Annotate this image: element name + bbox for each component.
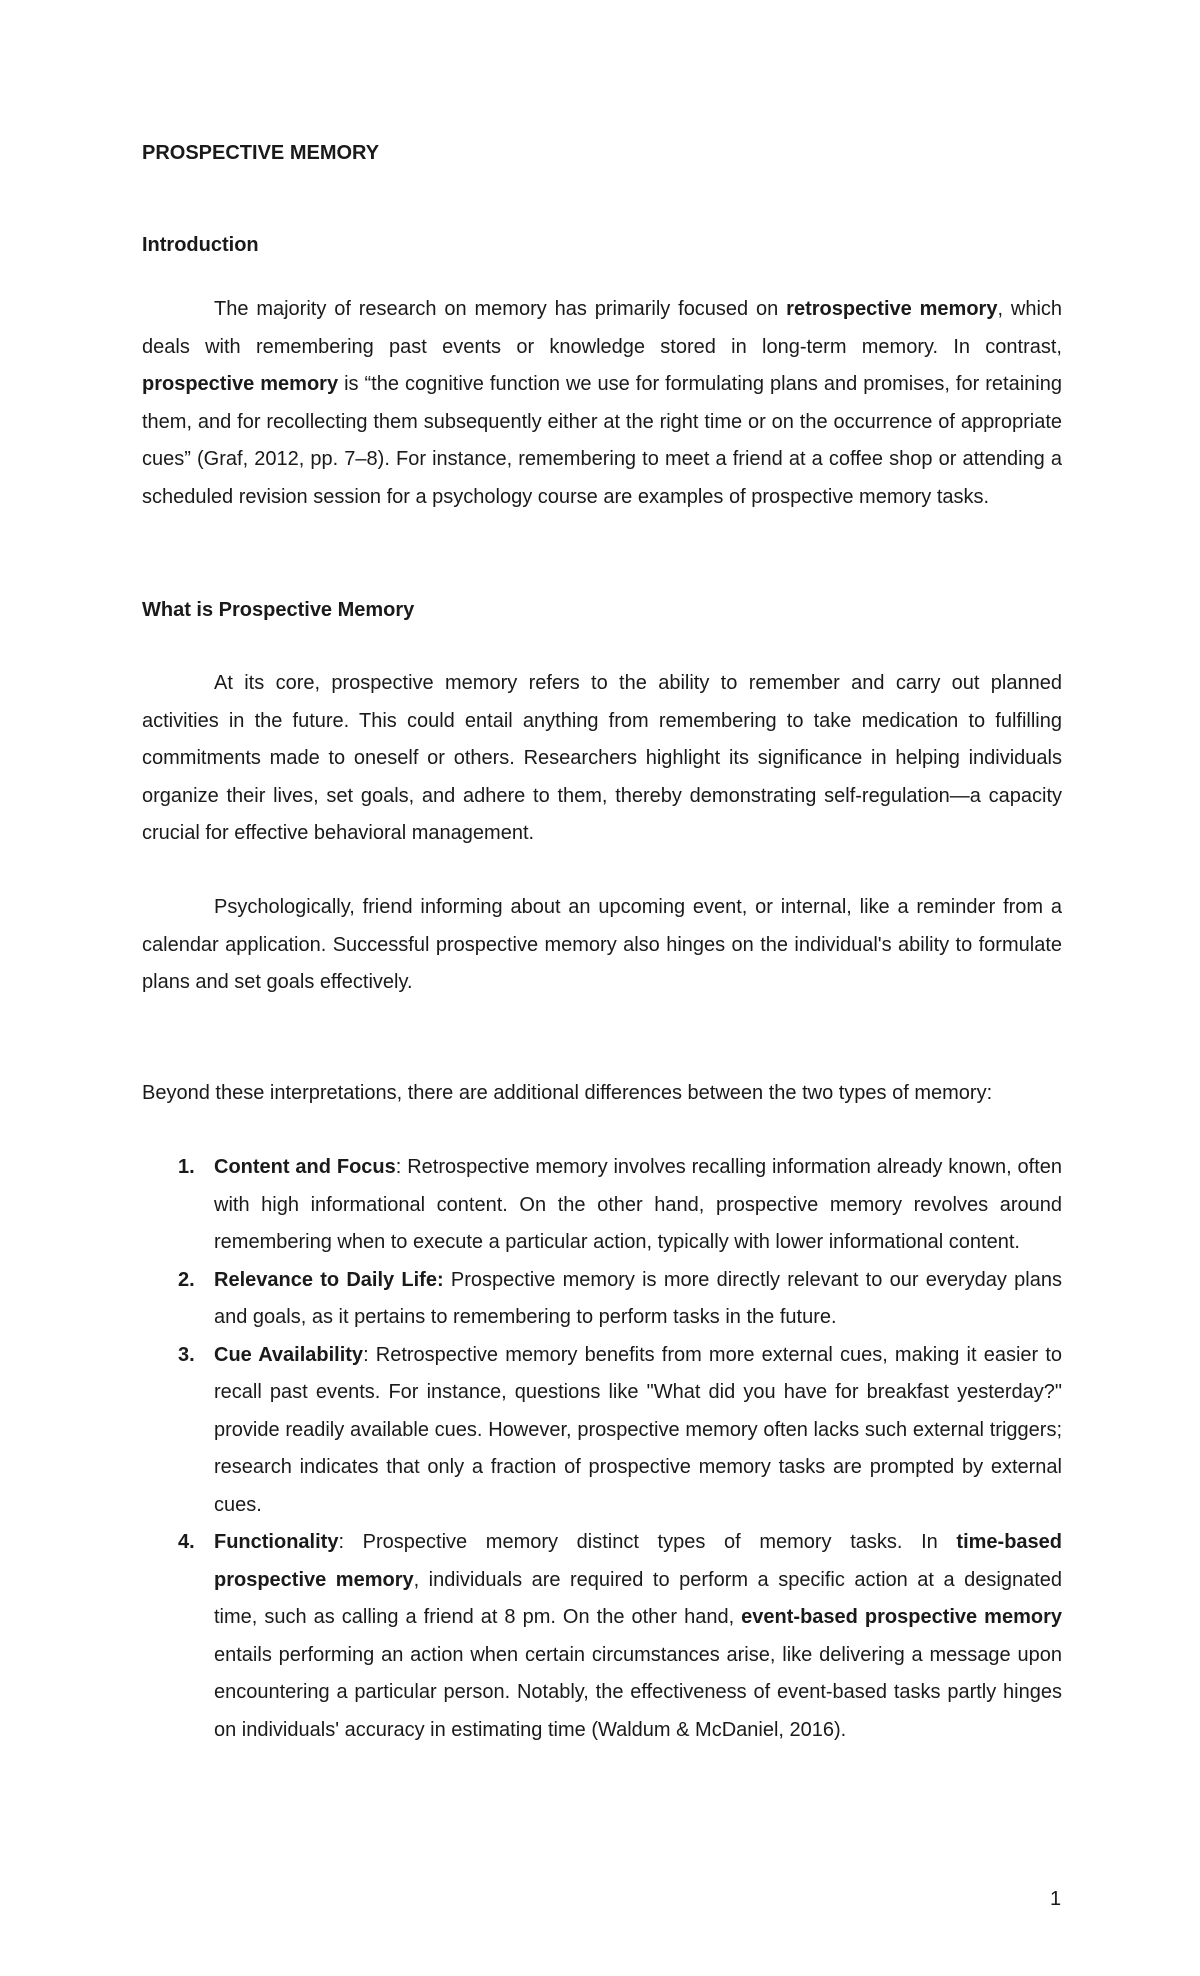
what-is-paragraph-1: At its core, prospective memory refers to the ability to remember and carry out planned activities in the future. This could entail anything from remembering to take medication to fulfilling commitments made to oneself or others. Researchers highlight its significance in helping individuals organize their lives, set goals, and adhere to them, thereby demonstrating self-regulation—a capacity crucial for effective behavioral management. [142,672,1062,844]
what-is-paragraph-2: Psychologically, friend informing about an upcoming event, or internal, like a reminder from a calendar application. Successful prospective memory also hinges on the individual's ability to formulate plans and set goals effectively. [142,896,1062,993]
list-item [142,1337,1062,1525]
list-item-label: Functionality [214,1531,339,1553]
list-item-number: 1. [178,1156,195,1178]
event-based-term: event-based prospective memory [741,1606,1062,1628]
intro-paragraph [142,291,1062,516]
intro-text-1: The majority of research on memory has primarily focused on [214,298,787,320]
list-item [142,1524,1062,1749]
retrospective-memory-term: retrospective memory [786,298,998,320]
list-item-label: Relevance to Daily Life: [214,1268,444,1291]
list-item-number: 3. [178,1343,195,1366]
page-number: 1 [1050,1888,1062,1910]
differences-intro: Beyond these interpretations, there are additional differences between the two types of memory: [142,1082,993,1104]
list-item-text: Prospective memory is more directly relevant to our everyday plans and goals, as it pertains to remembering to perform tasks in the future. [214,1268,1062,1328]
document-title: PROSPECTIVE MEMORY [142,142,380,164]
list-item-label: Content and Focus [214,1156,396,1178]
intro-text-2: , which deals with remembering past events or knowledge stored in long-term memory. In contrast, [142,298,1063,358]
list-item-text: : Retrospective memory involves recalling information already known, often with high informational content. On the other hand, prospective memory revolves around remembering when to execute a particular action, typically with lower informational content. [214,1156,1062,1253]
list-item-number: 2. [178,1268,195,1291]
prospective-memory-term: prospective memory [142,373,339,395]
section-heading-what-is: What is Prospective Memory [142,599,415,621]
list-item-text: : Prospective memory distinct types of memory tasks. In [338,1531,957,1553]
differences-list [142,1149,1062,1749]
list-item-text: , individuals are required to perform a specific action at a designated time, such as calling a friend at 8 pm. On the other hand, [214,1568,1062,1628]
list-item-label: Cue Availability [214,1343,364,1366]
section-heading-introduction: Introduction [142,234,259,256]
list-item [142,1262,1062,1337]
list-item [142,1149,1062,1262]
time-based-term: time-based prospective memory [214,1531,1062,1591]
intro-text-3: is “the cognitive function we use for formulating plans and promises, for retaining them, and for recollecting them subsequently either at the right time or on the occurrence of appropriate cues” (Graf, 2012, pp. 7–8). For instance, remembering to meet a friend at a coffee shop or attending a scheduled revision session for a psychology course are examples of prospective memory tasks. [142,373,1062,508]
list-item-text: : Retrospective memory benefits from more external cues, making it easier to recall past events. For instance, questions like "What did you have for breakfast yesterday?" provide readily available cues. However, prospective memory often lacks such external triggers; research indicates that only a fraction of prospective memory tasks are prompted by external cues. [214,1343,1062,1516]
list-item-number: 4. [178,1531,195,1553]
list-item-text: entails performing an action when certain circumstances arise, like delivering a message upon encountering a particular person. Notably, the effectiveness of event-based tasks partly hinges on individuals' accuracy in estimating time (Waldum & McDaniel, 2016). [214,1643,1062,1741]
